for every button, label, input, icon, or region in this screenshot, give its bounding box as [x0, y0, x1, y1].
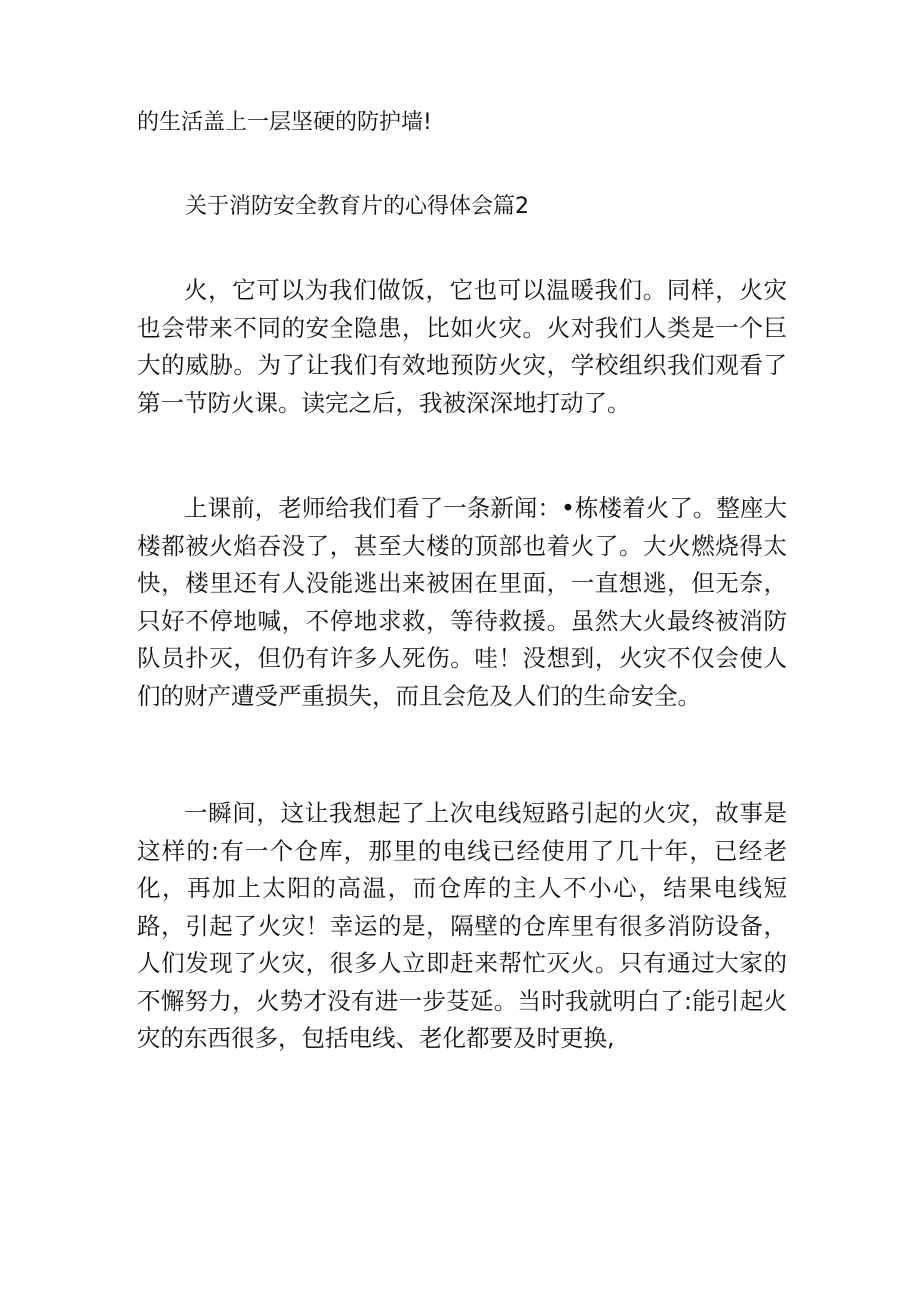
paragraph-3: 一瞬间，这让我想起了上次电线短路引起的火灾，故事是这样的:有一个仓库，那里的电线已经使用了几十年，已经老化，再加上太阳的高温，而仓库的主人不小心，结果电线短路，引起了火灾！幸运的是，隔壁的仓库里有很多消防设备，人们发现了火灾，很多人立即赶来帮忙灭火。只有通过大家的不懈努力，火势才没有进一步芟延。当时我就明白了:能引起火灾的东西很多，包括电线、老化都要及时更换, — [137, 799, 787, 1052]
paragraph-2: 上课前，老师给我们看了一条新闻：•栋楼着火了。整座大楼都被火焰吞没了，甚至大楼的顶部也着火了。大火燃烧得太快，楼里还有人没能逃出来被困在里面，一直想逃，但无奈，只好不停地喊，不停地求救，等待救援。虽然大火最终被消防队员扑灭，但仍有许多人死伤。哇！没想到，火灾不仅会使人们的财产遭受严重损失，而且会危及人们的生命安全。 — [137, 494, 787, 710]
continuation-line: 的生活盖上一层坚硬的防护墙! — [137, 110, 432, 135]
paragraph-1: 火，它可以为我们做饭，它也可以温暖我们。同样，火灾也会带来不同的安全隐患，比如火灾。火对我们人类是一个巨大的威胁。为了让我们有效地预防火灾，学校组织我们观看了第一节防火课。读完之后，我被深深地打动了。 — [137, 276, 787, 417]
section-heading: 关于消防安全教育片的心得体会篇2 — [185, 194, 529, 219]
